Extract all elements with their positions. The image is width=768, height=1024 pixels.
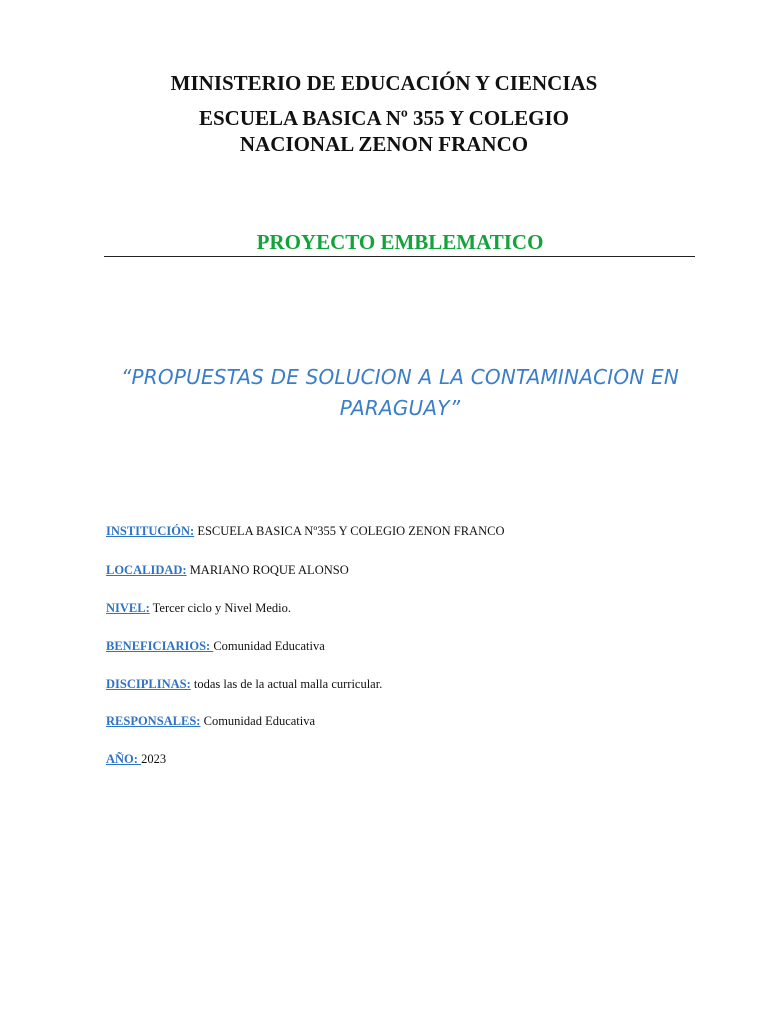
field-institucion — [106, 523, 504, 539]
field-label-responsables: RESPONSALES: — [106, 714, 201, 728]
field-label-disciplinas: DISCIPLINAS: — [106, 677, 191, 691]
field-value-responsables: Comunidad Educativa — [200, 714, 316, 728]
project-title — [90, 362, 710, 424]
school-name-line-1: ESCUELA BASICA Nº 355 Y COLEGIO — [198, 106, 570, 130]
heading-divider — [104, 256, 695, 257]
project-type-heading: PROYECTO EMBLEMATICO — [256, 230, 544, 254]
field-label-nivel: NIVEL: — [106, 601, 150, 615]
field-nivel — [106, 600, 291, 616]
field-value-nivel: Tercer ciclo y Nivel Medio. — [149, 601, 291, 615]
field-label-anio: AÑO: — [106, 752, 142, 766]
field-value-institucion: ESCUELA BASICA Nº355 Y COLEGIO ZENON FRANCO — [194, 524, 505, 538]
field-disciplinas — [106, 676, 382, 692]
ministry-heading: MINISTERIO DE EDUCACIÓN Y CIENCIAS — [170, 71, 598, 95]
field-label-institucion: INSTITUCIÓN: — [106, 524, 195, 538]
project-title-line-1: “PROPUESTAS DE SOLUCION A LA CONTAMINACION EN — [120, 365, 679, 389]
field-value-disciplinas: todas las de la actual malla curricular. — [190, 677, 383, 691]
field-responsables — [106, 713, 315, 729]
field-beneficiarios — [106, 638, 325, 654]
field-label-beneficiarios: BENEFICIARIOS: — [106, 639, 214, 653]
field-anio — [106, 751, 166, 767]
school-name-line-2: NACIONAL ZENON FRANCO — [239, 132, 529, 156]
field-localidad — [106, 562, 349, 578]
field-label-localidad: LOCALIDAD: — [106, 563, 187, 577]
project-title-line-2: PARAGUAY” — [339, 396, 461, 420]
field-value-localidad: MARIANO ROQUE ALONSO — [186, 563, 349, 577]
field-value-anio: 2023 — [141, 752, 167, 766]
field-value-beneficiarios: Comunidad Educativa — [213, 639, 325, 653]
